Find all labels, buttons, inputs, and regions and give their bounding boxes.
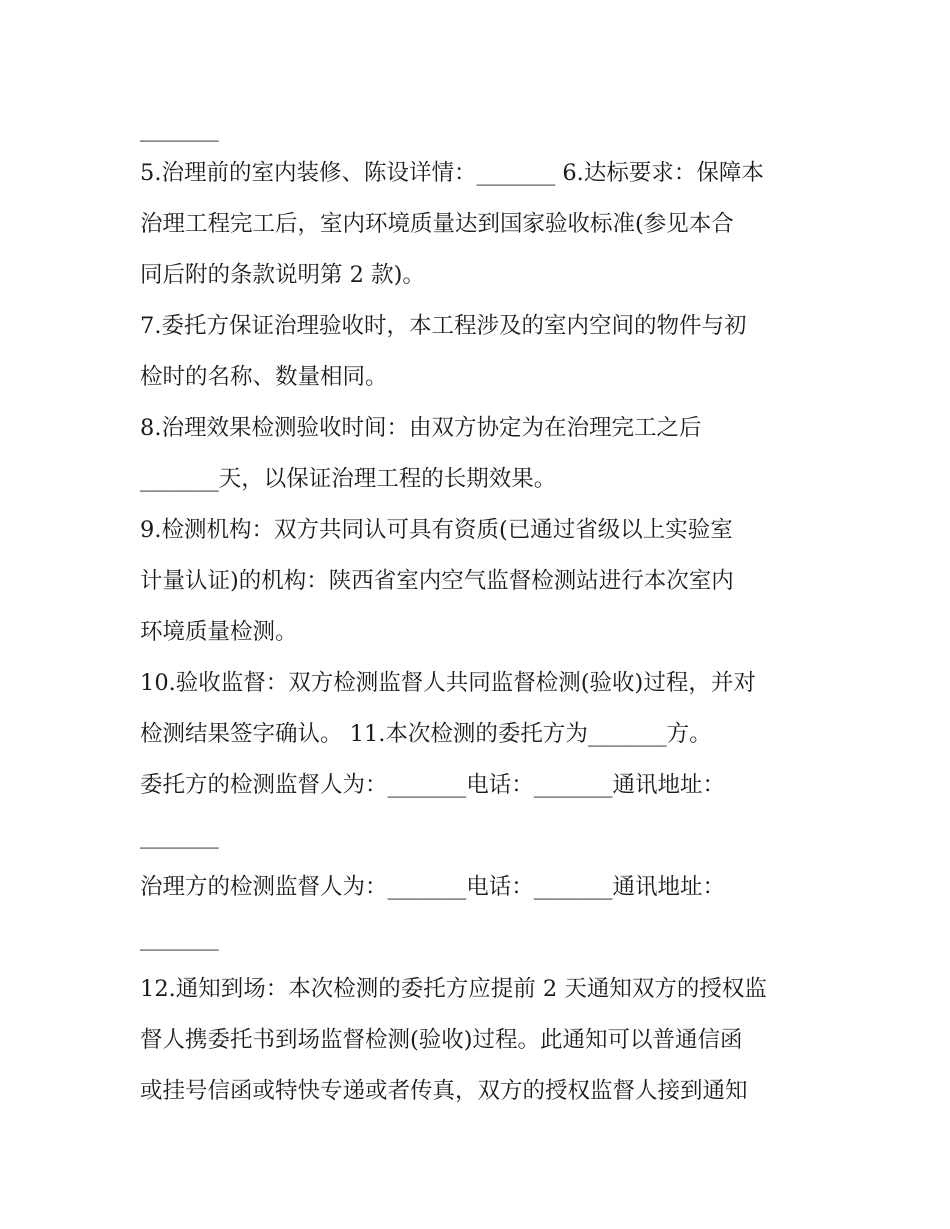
text-line: 治理工程完工后，室内环境质量达到国家验收标准(参见本合 xyxy=(140,211,734,237)
document-page xyxy=(140,110,820,1117)
text-line: 12.通知到场：本次检测的委托方应提前 2 天通知双方的授权监 xyxy=(140,976,767,1002)
text-line: 9.检测机构：双方共同认可具有资质(已通过省级以上实验室 xyxy=(140,517,733,543)
text-line: 8.治理效果检测验收时间：由双方协定为在治理完工之后 xyxy=(140,415,702,441)
text-line: _______ xyxy=(140,925,219,951)
text-line: 委托方的检测监督人为：_______电话：_______通讯地址： xyxy=(140,772,726,798)
text-line: _______ xyxy=(140,116,219,142)
text-line: 10.验收监督：双方检测监督人共同监督检测(验收)过程，并对 xyxy=(140,670,756,696)
text-line: 环境质量检测。 xyxy=(140,619,298,645)
text-line: 5.治理前的室内装修、陈设详情：_______ 6.达标要求：保障本 xyxy=(140,160,764,186)
text-line: 检时的名称、数量相同。 xyxy=(140,364,388,390)
text-line: 7.委托方保证治理验收时，本工程涉及的室内空间的物件与初 xyxy=(140,313,747,339)
text-line: 计量认证)的机构：陕西省室内空气监督检测站进行本次室内 xyxy=(140,568,734,594)
text-line: 同后附的条款说明第 2 款)。 xyxy=(140,262,425,288)
text-line: 检测结果签字确认。 11.本次检测的委托方为_______方。 xyxy=(140,721,712,747)
text-line: _______ xyxy=(140,823,219,849)
text-line: 或挂号信函或特快专递或者传真，双方的授权监督人接到通知 xyxy=(140,1078,748,1104)
text-line: 督人携委托书到场监督检测(验收)过程。此通知可以普通信函 xyxy=(140,1027,743,1053)
text-line: _______天，以保证治理工程的长期效果。 xyxy=(140,466,557,492)
text-line: 治理方的检测监督人为：_______电话：_______通讯地址： xyxy=(140,874,726,900)
